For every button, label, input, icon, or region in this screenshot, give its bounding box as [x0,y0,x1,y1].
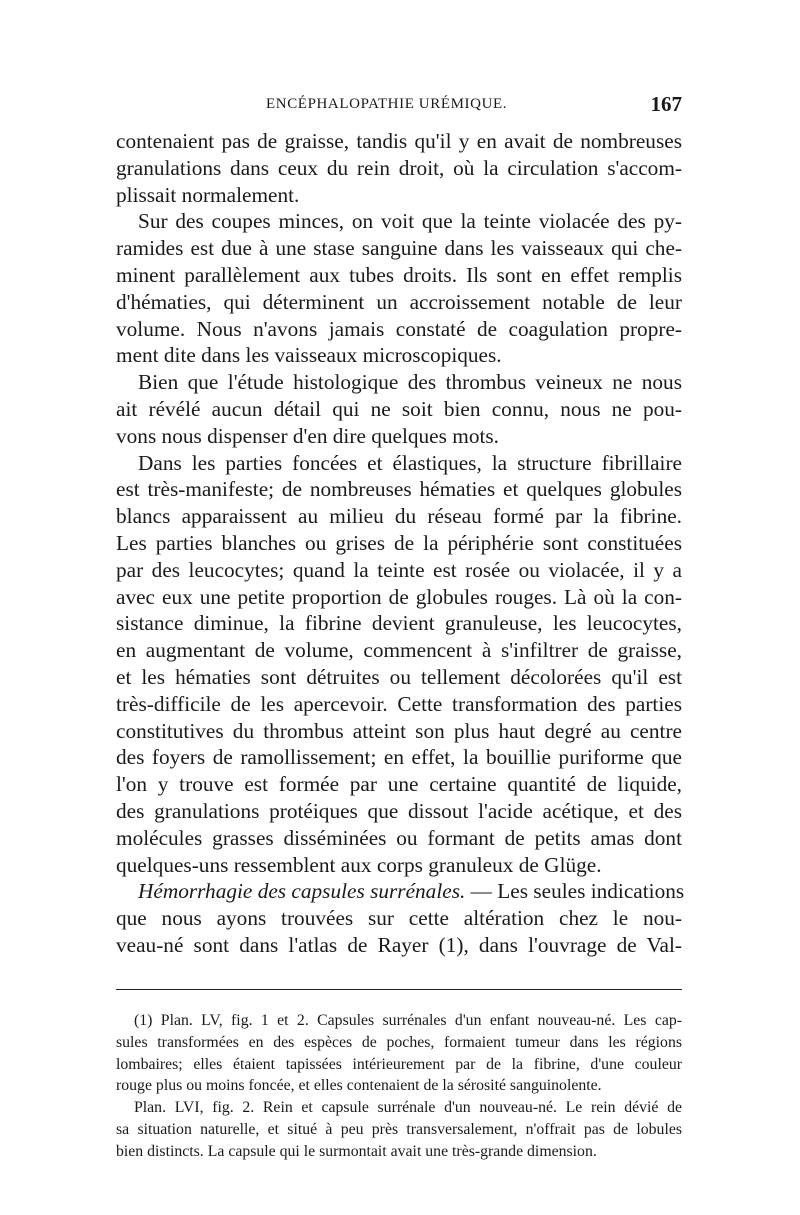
text-line: plissait normalement. [116,182,300,207]
text-line: l'on y trouve est formée par une certaine quantité de liquide, [116,772,682,797]
text-line: est très-manifeste; de nombreuses hématies et quelques globules [116,477,682,502]
running-head: ENCÉPHALOPATHIE URÉMIQUE. [266,96,508,112]
text-line: minent parallèlement aux tubes droits. Ils sont en effet remplis [116,262,682,287]
body-text [116,128,685,959]
text-line: ait révélé aucun détail qui ne soit bien connu, nous ne pou- [116,396,682,421]
footnotes [116,1010,682,1163]
footnote-line: bien distincts. La capsule qui le surmontait avait une très-grande dimension. [116,1142,597,1160]
text-line: avec eux une petite proportion de globules rouges. Là où la con- [116,584,682,609]
text-line: des granulations protéiques que dissout l'acide acétique, et des [116,798,682,823]
text-line: des foyers de ramollissement; en effet, la bouillie puriforme que [116,745,682,770]
text-line: Sur des coupes minces, on voit que la teinte violacée des py- [138,209,682,234]
footnote-line: rouge plus ou moins foncée, et elles contenaient de la sérosité sanguinolente. [116,1077,602,1095]
text-line: contenaient pas de graisse, tandis qu'il y en avait de nombreuses [116,129,682,153]
text-line: molécules grasses disséminées ou formant de petits amas dont [116,825,682,850]
text-line: constitutives du thrombus atteint son plus haut degré au centre [116,718,682,743]
text-line: vons nous dispenser d'en dire quelques mots. [116,423,499,448]
footnote-line: lombaires; elles étaient tapissées intérieurement par de la fibrine, d'une couleur [116,1055,682,1073]
footnote-divider [116,989,682,990]
text-line: ramides est due à une stase sanguine dans les vaisseaux qui che- [116,236,682,261]
text-line: d'hématies, qui déterminent un accroissement notable de leur [116,289,682,314]
footnote-line: (1) Plan. LV, fig. 1 et 2. Capsules surrénales d'un enfant nouveau-né. Les cap- [134,1012,682,1029]
section-heading-italic: Hémorrhagie des capsules surrénales. [138,879,466,904]
footnote-line: Plan. LVI, fig. 2. Rein et capsule surrénale d'un nouveau-né. Le rein dévié de [134,1099,682,1117]
text-line: Les parties blanches ou grises de la périphérie sont constituées [116,530,682,555]
text-line: que nous ayons trouvées sur cette altération chez le nou- [116,906,682,931]
text-line: ment dite dans les vaisseaux microscopiques. [116,343,502,368]
hemorrhage-lead-line [116,878,685,905]
page-header [116,92,682,118]
footnote-line: sa situation naturelle, et situé à peu près transversalement, n'offrait pas de lobules [116,1120,682,1138]
text-line: volume. Nous n'avons jamais constaté de coagulation propre- [116,316,682,341]
text-line: quelques-uns ressemblent aux corps granuleux de Glüge. [116,852,602,877]
page-number: 167 [650,92,682,116]
text-line: veau-né sont dans l'atlas de Rayer (1), dans l'ouvrage de Val- [116,932,682,957]
text-line: par des leucocytes; quand la teinte est rosée ou violacée, il y a [116,557,682,582]
text-line: très-difficile de les apercevoir. Cette transformation des parties [116,691,682,716]
text-fragment: — Les seules indications [465,879,685,904]
text-line: blancs apparaissent au milieu du réseau formé par la fibrine. [116,504,682,529]
text-line: Dans les parties foncées et élastiques, la structure fibrillaire [138,450,682,475]
text-line: granulations dans ceux du rein droit, où la circulation s'accom- [116,155,682,180]
text-line: sistance diminue, la fibrine devient granuleuse, les leucocytes, [116,611,682,636]
text-line: en augmentant de volume, commencent à s'infiltrer de graisse, [116,638,682,663]
text-line: et les hématies sont détruites ou tellement décolorées qu'il est [116,664,682,689]
footnote-line: sules transformées en des espèces de poches, formaient tumeur dans les régions [116,1033,682,1051]
text-line: Bien que l'étude histologique des thrombus veineux ne nous [138,370,682,395]
